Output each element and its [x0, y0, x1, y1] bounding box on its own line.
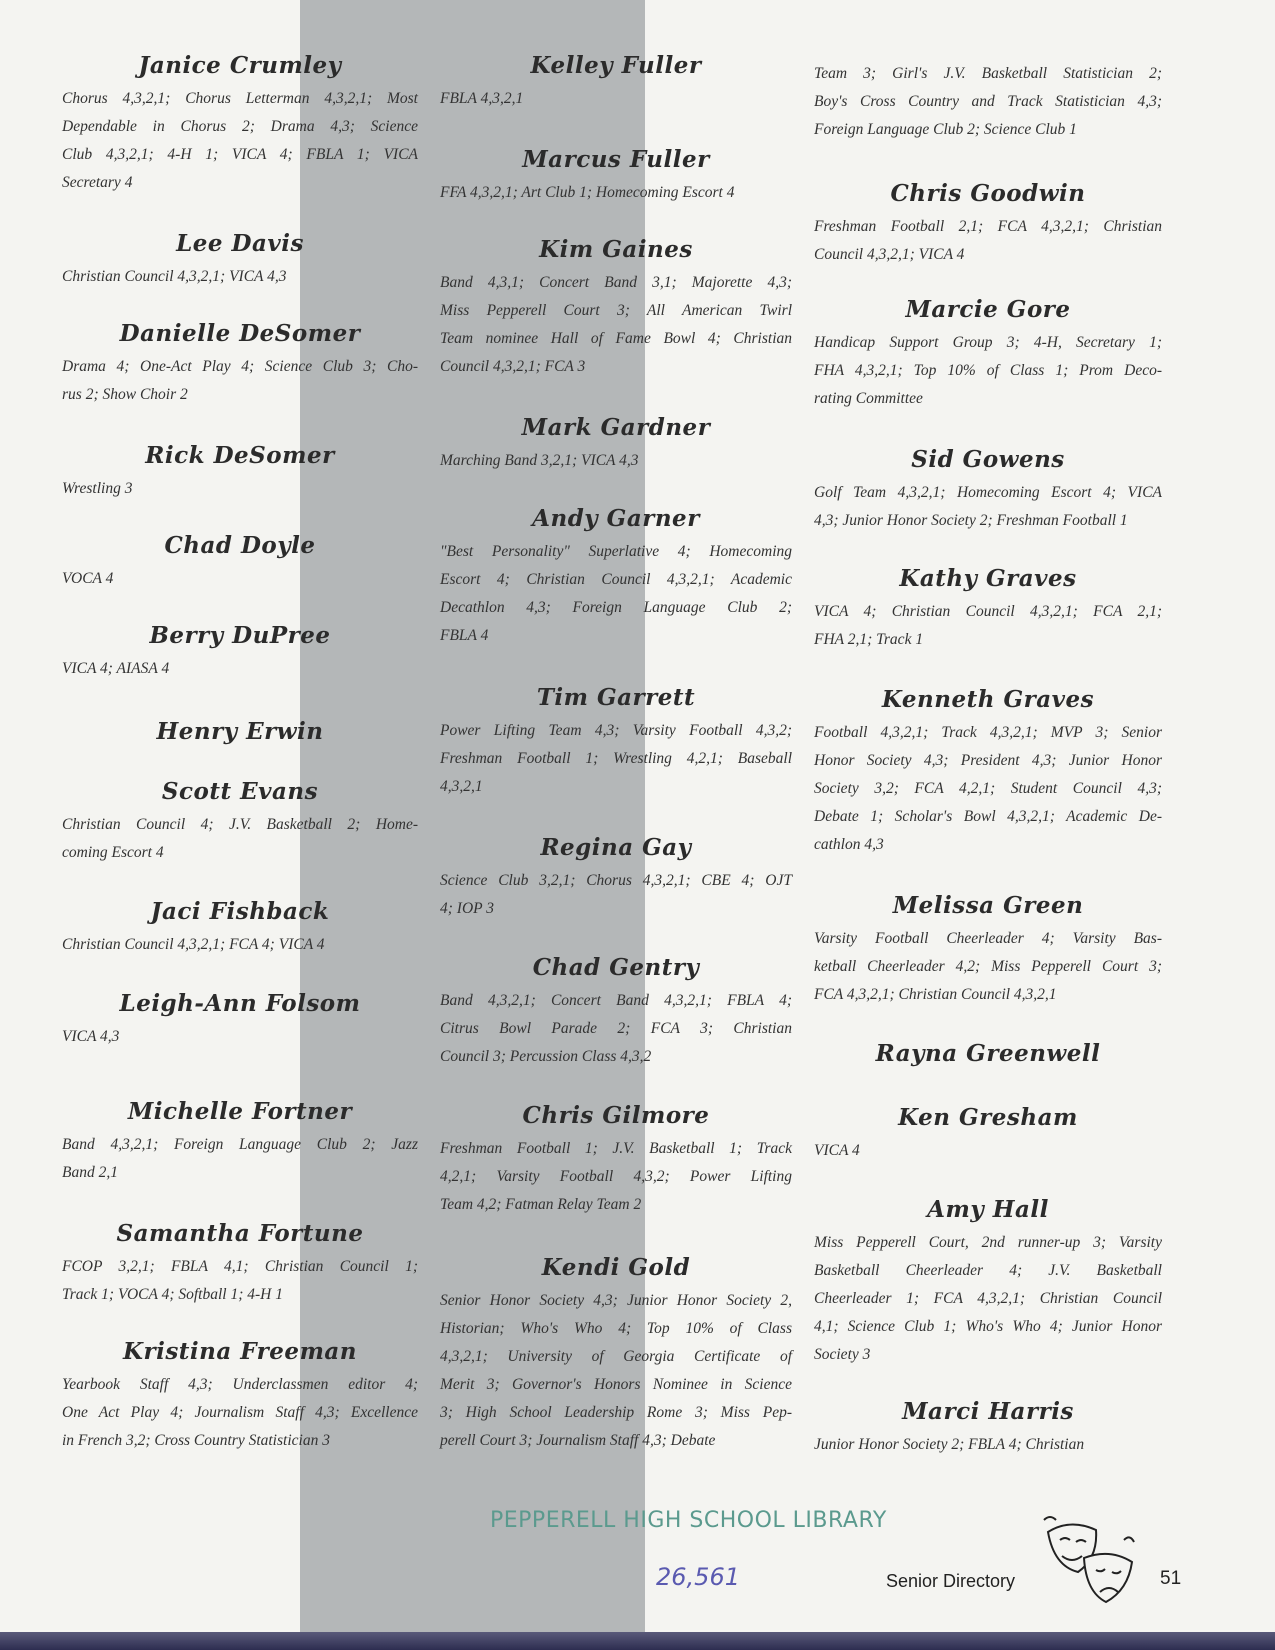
activity-line: Senior Honor Society 4,3; Junior Honor Society 2, — [440, 1292, 792, 1309]
activity-line: coming Escort 4 — [62, 844, 164, 861]
activity-line: cathlon 4,3 — [814, 836, 884, 853]
student-activities — [440, 987, 792, 1071]
student-name: Andy Garner — [532, 505, 700, 532]
activity-line: Basketball Cheerleader 4; J.V. Basketball — [814, 1262, 1162, 1279]
student-name: Sid Gowens — [911, 446, 1065, 473]
student-name: Kathy Graves — [899, 565, 1077, 592]
student-activities — [814, 719, 1162, 859]
student-activities — [814, 598, 1162, 654]
student-activities — [62, 1023, 418, 1051]
student-activities — [814, 329, 1162, 413]
directory-entry — [440, 954, 792, 1071]
activity-line: Power Lifting Team 4,3; Varsity Football 4,3,2; — [440, 722, 792, 739]
student-activities — [62, 263, 418, 291]
directory-entry — [440, 684, 792, 801]
student-name: Berry DuPree — [149, 622, 331, 649]
activity-line: 4; IOP 3 — [440, 900, 494, 917]
activity-line: Wrestling 3 — [62, 480, 133, 497]
activity-line: Foreign Language Club 2; Science Club 1 — [814, 121, 1077, 138]
student-name: Regina Gay — [540, 834, 692, 861]
activity-line: Team 4,2; Fatman Relay Team 2 — [440, 1196, 642, 1213]
directory-entry — [62, 718, 418, 745]
activity-line: Band 4,3,2,1; Foreign Language Club 2; Jazz — [62, 1136, 418, 1153]
activity-line: Varsity Football Cheerleader 4; Varsity Bas- — [814, 930, 1162, 947]
activity-line: Christian Council 4,3,2,1; VICA 4,3 — [62, 268, 287, 285]
directory-entry — [814, 296, 1162, 413]
activity-line: Christian Council 4; J.V. Basketball 2; Home- — [62, 816, 418, 833]
activity-line: FBLA 4,3,2,1 — [440, 90, 524, 107]
directory-entry — [62, 898, 418, 959]
student-activities — [62, 565, 418, 593]
activity-line: Science Club 3,2,1; Chorus 4,3,2,1; CBE 4; OJT — [440, 872, 792, 889]
student-name: Kim Gaines — [539, 236, 693, 263]
activity-line: Escort 4; Christian Council 4,3,2,1; Academic — [440, 571, 792, 588]
student-name: Jaci Fishback — [150, 898, 330, 925]
activity-line: Christian Council 4,3,2,1; FCA 4; VICA 4 — [62, 936, 325, 953]
student-activities — [440, 717, 792, 801]
activity-line: Track 1; VOCA 4; Softball 1; 4-H 1 — [62, 1286, 283, 1303]
activity-line: Decathlon 4,3; Foreign Language Club 2; — [440, 599, 792, 616]
student-name: Lee Davis — [176, 230, 304, 257]
directory-entry — [440, 52, 792, 113]
student-name: Chris Goodwin — [890, 180, 1086, 207]
student-name: Rayna Greenwell — [875, 1040, 1101, 1067]
student-activities — [62, 931, 418, 959]
student-name: Mark Gardner — [521, 414, 711, 441]
directory-entry — [440, 1254, 792, 1455]
activity-line: Team 3; Girl's J.V. Basketball Statistician 2; — [814, 65, 1162, 82]
directory-entry — [62, 1220, 418, 1309]
directory-entry — [814, 892, 1162, 1009]
directory-entry — [814, 686, 1162, 859]
activity-line: rating Committee — [814, 390, 923, 407]
student-name: Samantha Fortune — [116, 1220, 364, 1247]
activity-line: 4,3; Junior Honor Society 2; Freshman Football 1 — [814, 512, 1128, 529]
activity-line: Miss Pepperell Court, 2nd runner-up 3; Varsity — [814, 1234, 1162, 1251]
activity-line: VICA 4 — [814, 1142, 860, 1159]
directory-entry — [62, 990, 418, 1051]
activity-line: VICA 4; Christian Council 4,3,2,1; FCA 2,1; — [814, 603, 1162, 620]
activity-line: "Best Personality" Superlative 4; Homecoming — [440, 543, 792, 560]
scan-edge-strip — [0, 1632, 1275, 1650]
student-activities — [62, 811, 418, 867]
directory-entry — [814, 1398, 1162, 1459]
student-activities — [814, 1431, 1162, 1459]
directory-entry — [62, 52, 418, 197]
directory-entry — [62, 442, 418, 503]
directory-entry — [814, 565, 1162, 654]
activity-line: Chorus 4,3,2,1; Chorus Letterman 4,3,2,1; Most — [62, 90, 418, 107]
activity-line: rus 2; Show Choir 2 — [62, 386, 188, 403]
directory-entry — [814, 1196, 1162, 1369]
activity-line: FBLA 4 — [440, 627, 489, 644]
student-name: Melissa Green — [892, 892, 1084, 919]
activity-line: Marching Band 3,2,1; VICA 4,3 — [440, 452, 639, 469]
activity-line: Junior Honor Society 2; FBLA 4; Christian — [814, 1436, 1085, 1453]
student-name: Danielle DeSomer — [119, 320, 361, 347]
directory-entry — [62, 1338, 418, 1455]
activity-line: FHA 2,1; Track 1 — [814, 631, 924, 648]
activity-line: Dependable in Chorus 2; Drama 4,3; Science — [62, 118, 418, 135]
activity-line: Drama 4; One-Act Play 4; Science Club 3; Cho- — [62, 358, 418, 375]
directory-entry — [814, 60, 1162, 144]
activity-line: Debate 1; Scholar's Bowl 4,3,2,1; Academic De- — [814, 808, 1162, 825]
activity-line: Freshman Football 1; J.V. Basketball 1; Track — [440, 1140, 792, 1157]
student-activities — [440, 538, 792, 650]
student-activities — [814, 213, 1162, 269]
directory-entry — [440, 505, 792, 650]
activity-line: 4,2,1; Varsity Football 4,3,2; Power Lifting — [440, 1168, 792, 1185]
student-activities — [814, 479, 1162, 535]
student-activities — [62, 1253, 418, 1309]
student-activities — [440, 867, 792, 923]
activity-line: Historian; Who's Who 4; Top 10% of Class — [440, 1320, 792, 1337]
activity-line: Cheerleader 1; FCA 4,3,2,1; Christian Council — [814, 1290, 1162, 1307]
student-activities — [440, 85, 792, 113]
directory-entry — [440, 1102, 792, 1219]
theater-masks-icon — [1040, 1510, 1140, 1610]
student-activities — [62, 1371, 418, 1455]
directory-entry — [440, 146, 792, 207]
directory-entry — [62, 778, 418, 867]
student-name: Janice Crumley — [138, 52, 342, 79]
student-name: Tim Garrett — [536, 684, 696, 711]
student-activities — [440, 269, 792, 381]
activity-line: FCOP 3,2,1; FBLA 4,1; Christian Council 1; — [62, 1258, 418, 1275]
activity-line: Council 3; Percussion Class 4,3,2 — [440, 1048, 652, 1065]
student-activities — [814, 925, 1162, 1009]
page-number: 51 — [1160, 1568, 1182, 1589]
student-name: Kelley Fuller — [530, 52, 702, 79]
activity-line: Boy's Cross Country and Track Statistician 4,3; — [814, 93, 1162, 110]
activity-line: Yearbook Staff 4,3; Underclassmen editor 4; — [62, 1376, 418, 1393]
student-name: Chad Gentry — [532, 954, 700, 981]
activity-line: 4,3,2,1 — [440, 778, 483, 795]
activity-line: Society 3,2; FCA 4,2,1; Student Council 4,3; — [814, 780, 1162, 797]
activity-line: 4,1; Science Club 1; Who's Who 4; Junior Honor — [814, 1318, 1162, 1335]
activity-line: Citrus Bowl Parade 2; FCA 3; Christian — [440, 1020, 792, 1037]
activity-line: Secretary 4 — [62, 174, 133, 191]
activity-line: Honor Society 4,3; President 4,3; Junior Honor — [814, 752, 1162, 769]
activity-line: ketball Cheerleader 4,2; Miss Pepperell Court 3; — [814, 958, 1162, 975]
student-activities — [62, 85, 418, 197]
student-activities — [440, 179, 792, 207]
student-activities — [62, 655, 418, 683]
activity-line: Council 4,3,2,1; FCA 3 — [440, 358, 586, 375]
activity-line: Golf Team 4,3,2,1; Homecoming Escort 4; VICA — [814, 484, 1162, 501]
directory-entry — [814, 1104, 1162, 1165]
activity-line: Band 4,3,2,1; Concert Band 4,3,2,1; FBLA 4; — [440, 992, 792, 1009]
activity-line: Handicap Support Group 3; 4-H, Secretary 1; — [814, 334, 1162, 351]
student-name: Leigh-Ann Folsom — [119, 990, 361, 1017]
activity-line: in French 3,2; Cross Country Statistician 3 — [62, 1432, 330, 1449]
activity-line: Band 2,1 — [62, 1164, 118, 1181]
student-name: Kristina Freeman — [122, 1338, 358, 1365]
directory-entry — [440, 834, 792, 923]
activity-line: 4,3,2,1; University of Georgia Certificate of — [440, 1348, 792, 1365]
student-activities — [814, 1137, 1162, 1165]
student-name: Kendi Gold — [541, 1254, 691, 1281]
activity-line: perell Court 3; Journalism Staff 4,3; Debate — [440, 1432, 716, 1449]
activity-line: Miss Pepperell Court 3; All American Twirl — [440, 302, 792, 319]
directory-entry — [62, 1098, 418, 1187]
student-activities — [440, 1287, 792, 1455]
handwritten-accession-number: 26,561 — [656, 1563, 740, 1591]
activity-line: 3; High School Leadership Rome 3; Miss Pep- — [440, 1404, 792, 1421]
activity-line: One Act Play 4; Journalism Staff 4,3; Excellence — [62, 1404, 418, 1421]
activity-line: VICA 4; AIASA 4 — [62, 660, 170, 677]
student-name: Chad Doyle — [164, 532, 316, 559]
directory-entry — [62, 532, 418, 593]
activity-line: Football 4,3,2,1; Track 4,3,2,1; MVP 3; Senior — [814, 724, 1162, 741]
directory-entry — [62, 320, 418, 409]
activity-line: VOCA 4 — [62, 570, 114, 587]
student-activities — [814, 60, 1162, 144]
activity-line: Merit 3; Governor's Honors Nominee in Science — [440, 1376, 792, 1393]
student-name: Rick DeSomer — [145, 442, 335, 469]
library-stamp: PEPPERELL HIGH SCHOOL LIBRARY — [490, 1508, 887, 1533]
directory-entry — [814, 1040, 1162, 1067]
student-activities — [440, 447, 792, 475]
activity-line: Club 4,3,2,1; 4-H 1; VICA 4; FBLA 1; VICA — [62, 146, 418, 163]
student-name: Marcie Gore — [905, 296, 1071, 323]
student-activities — [62, 353, 418, 409]
directory-entry — [440, 414, 792, 475]
student-name: Michelle Fortner — [127, 1098, 353, 1125]
activity-line: FCA 4,3,2,1; Christian Council 4,3,2,1 — [814, 986, 1057, 1003]
student-name: Amy Hall — [927, 1196, 1049, 1223]
directory-entry — [440, 236, 792, 381]
student-name: Marci Harris — [902, 1398, 1074, 1425]
directory-entry — [814, 446, 1162, 535]
directory-entry — [814, 180, 1162, 269]
student-activities — [440, 1135, 792, 1219]
section-label: Senior Directory — [886, 1571, 1016, 1591]
activity-line: Team nominee Hall of Fame Bowl 4; Christian — [440, 330, 792, 347]
activity-line: FHA 4,3,2,1; Top 10% of Class 1; Prom Deco- — [814, 362, 1162, 379]
student-name: Chris Gilmore — [522, 1102, 710, 1129]
student-activities — [62, 475, 418, 503]
student-name: Henry Erwin — [156, 718, 324, 745]
activity-line: Freshman Football 1; Wrestling 4,2,1; Baseball — [440, 750, 792, 767]
directory-entry — [62, 622, 418, 683]
student-name: Marcus Fuller — [522, 146, 710, 173]
activity-line: Society 3 — [814, 1346, 871, 1363]
student-name: Ken Gresham — [898, 1104, 1078, 1131]
student-name: Kenneth Graves — [881, 686, 1095, 713]
activity-line: FFA 4,3,2,1; Art Club 1; Homecoming Escort 4 — [440, 184, 735, 201]
student-activities — [62, 1131, 418, 1187]
student-name: Scott Evans — [161, 778, 319, 805]
student-activities — [814, 1229, 1162, 1369]
activity-line: Band 4,3,1; Concert Band 3,1; Majorette 4,3; — [440, 274, 792, 291]
directory-entry — [62, 230, 418, 291]
activity-line: Council 4,3,2,1; VICA 4 — [814, 246, 965, 263]
activity-line: Freshman Football 2,1; FCA 4,3,2,1; Christian — [814, 218, 1162, 235]
activity-line: VICA 4,3 — [62, 1028, 120, 1045]
